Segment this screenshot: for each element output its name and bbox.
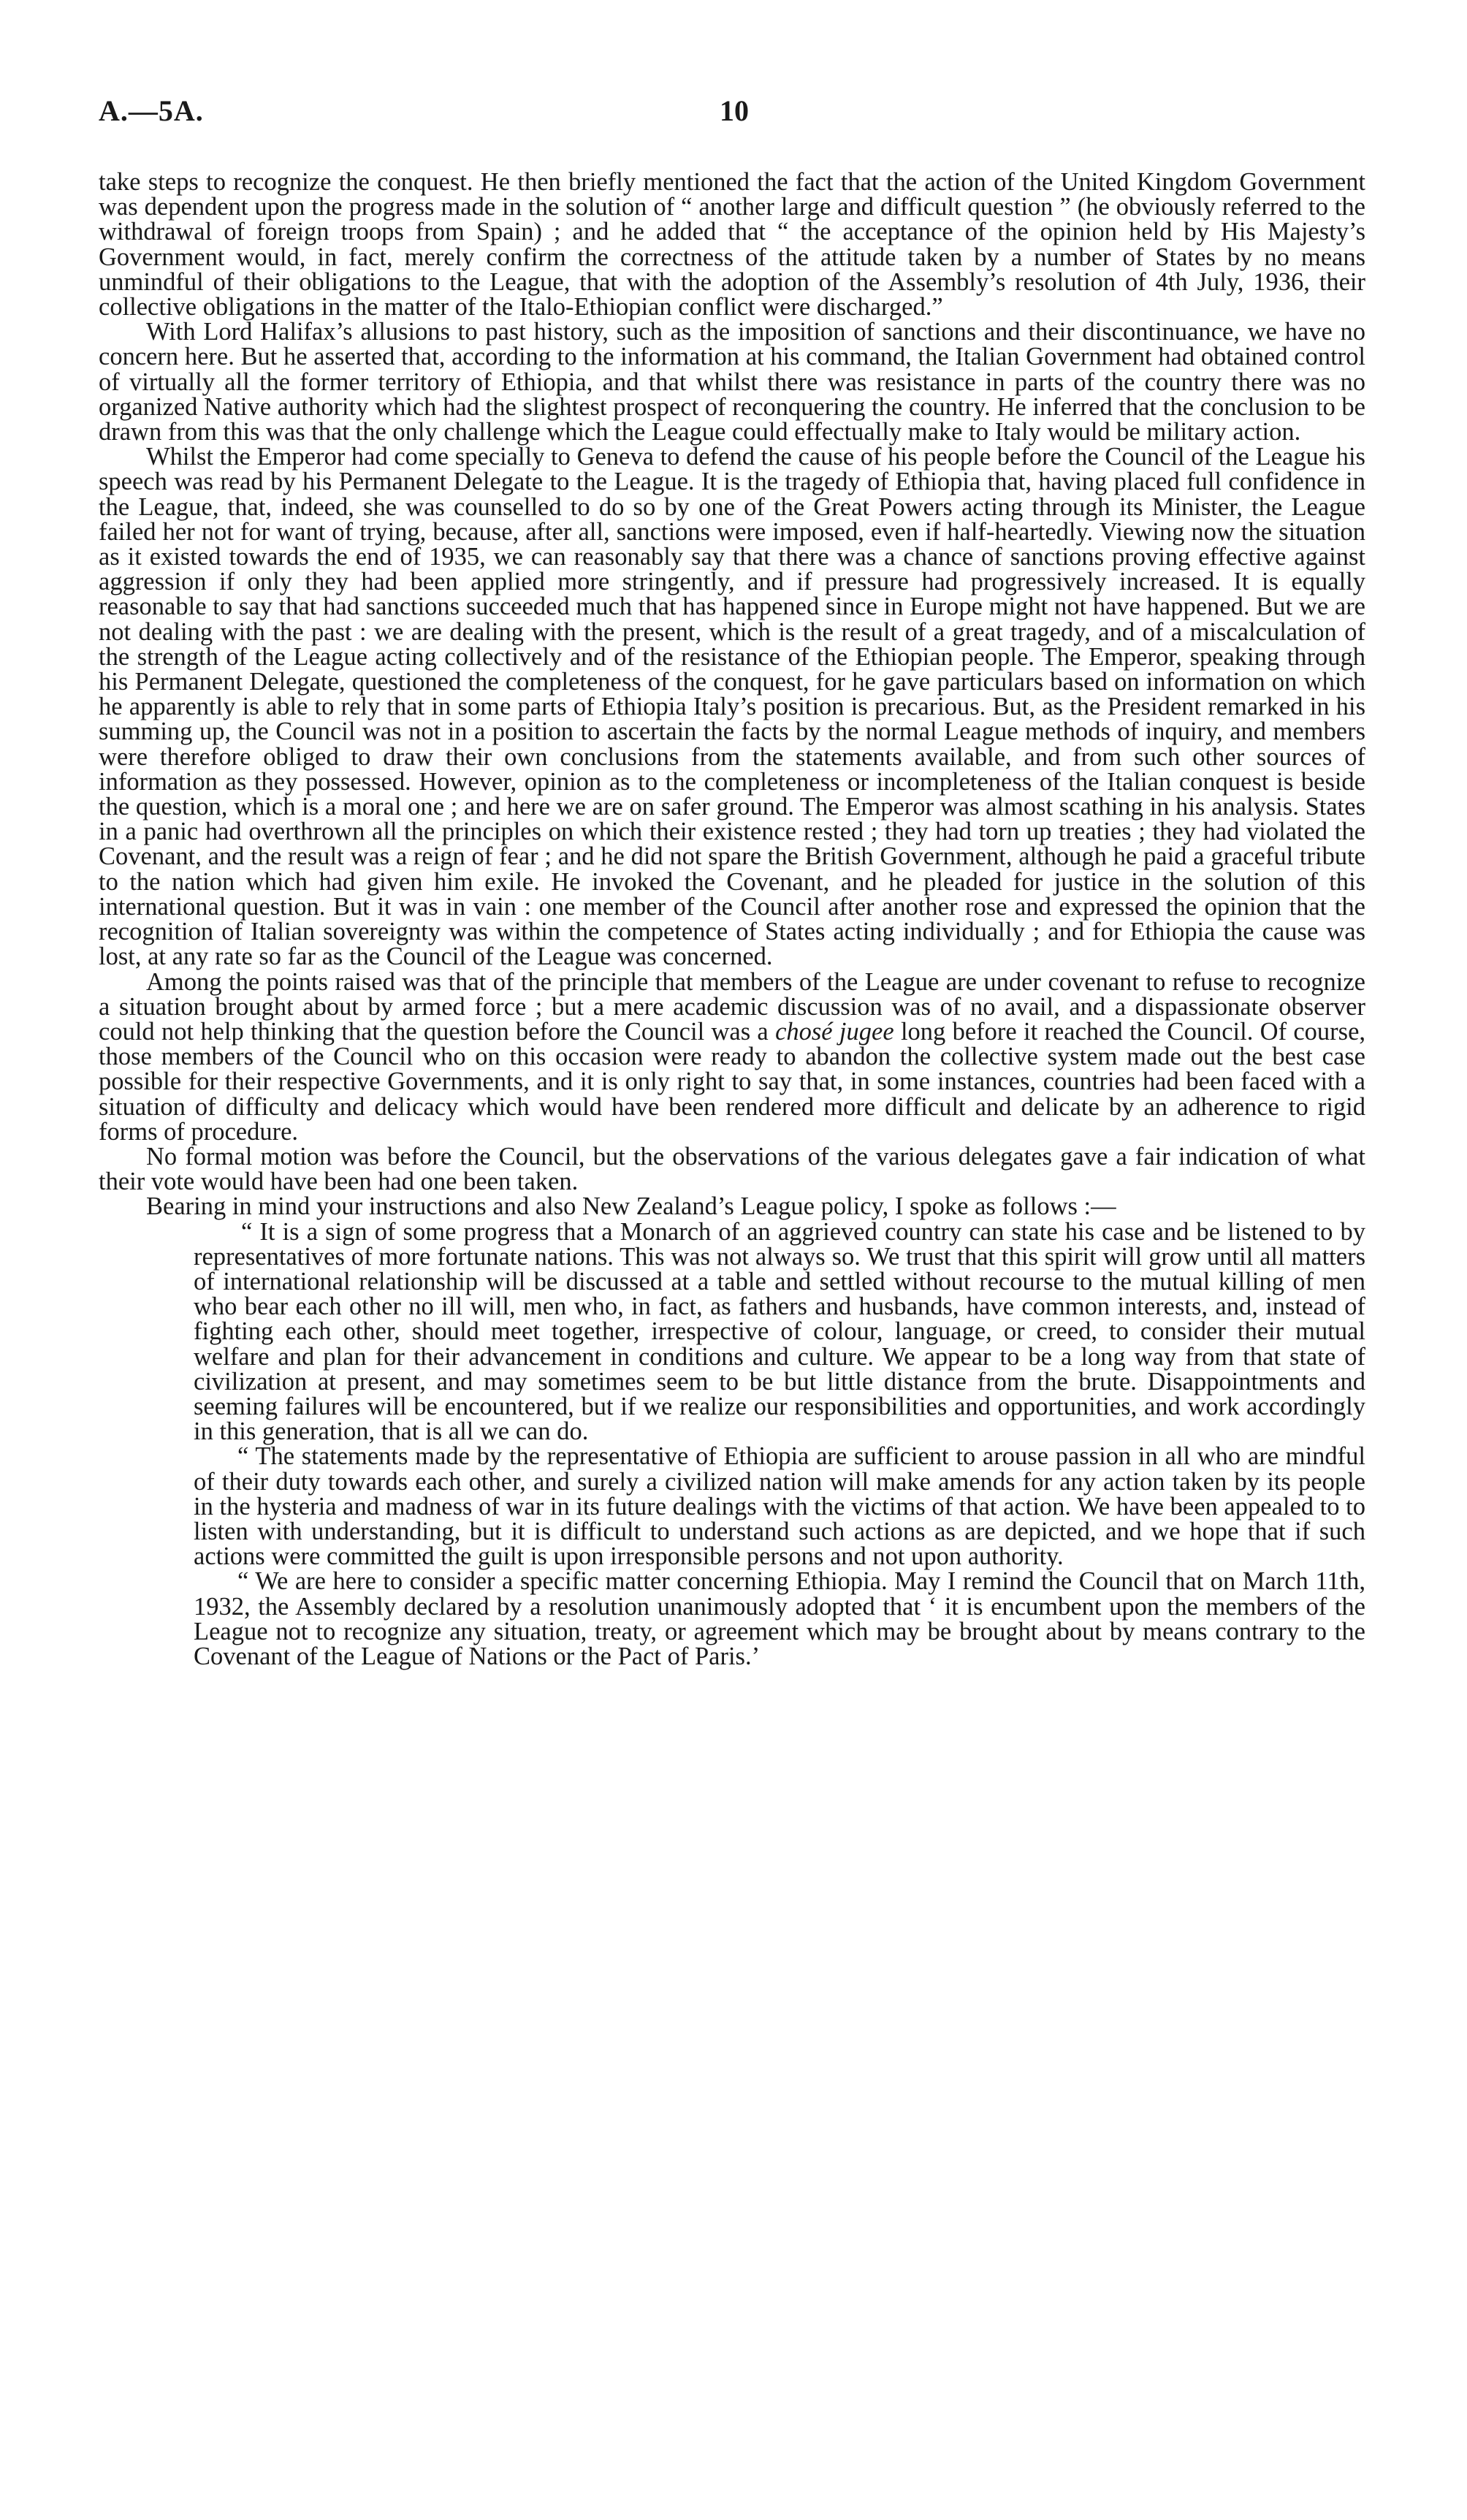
paragraph-3: Whilst the Emperor had come specially to Geneva to defend the cause of his people before the Council of the League his speech was read by his Permanent Delegate to the League. It is the tragedy of Ethiopia that, having placed full confidence in the League, that, indeed, she was counselled to do so by one of the Great Powers acting through its Minister, the League failed her not for want of trying, because, after all, sanctions were imposed, even if half-heartedly. Viewing now the situation as it existed towards the end of 1935, we can reasonably say that there was a chance of sanctions proving effective against aggression if only they had been applied more stringently, and if pressure had progressively increased. It is equally reasonable to say that had sanctions succeeded much that has happened since in Europe might not have happened. But we are not dealing with the past : we are dealing with the present, which is the result of a great tragedy, and of a miscalculation of the strength of the League acting collectively and of the resistance of the Ethiopian people. The Emperor, speaking through his Permanent Delegate, questioned the completeness of the conquest, for he gave particulars based on information on which he apparently is able to rely that in some parts of Ethiopia Italy’s position is precarious. But, as the President remarked in his summing up, the Council was not in a position to ascertain the facts by the normal League methods of inquiry, and members were therefore obliged to draw their own conclusions from the statements available, and from such other sources of information as they possessed. However, opinion as to the completeness or incompleteness of the Italian conquest is beside the question, which is a moral one ; and here we are on safer ground. The Emperor was almost scathing in his analysis. States in a panic had overthrown all the principles on which their existence rested ; they had torn up treaties ; they had violated the Covenant, and the result was a reign of fear ; and he did not spare the British Government, although he paid a graceful tribute to the nation which had given him exile. He invoked the Covenant, and he pleaded for justice in the solution of this international question. But it was in vain : one member of the Council after another rose and expressed the opinion that the recognition of Italian sovereignty was within the competence of States acting individually ; and for Ethiopia the cause was lost, at any rate so far as the Council of the League was concerned. (99, 443, 1365, 971)
body-text (99, 170, 1365, 1669)
quote-paragraph-2: “ The statements made by the representative of Ethiopia are sufficient to arouse passion in all who are mindful of their duty towards each other, and surely a civilized nation will make amends for any action taken by its people in the hysteria and madness of war in its future dealings with the victims of that action. We have been appealed to to listen with understanding, but it is difficult to understand such actions as are depicted, and we hope that if such actions were committed the guilt is upon irresponsible persons and not upon authority. (194, 1442, 1365, 1571)
quote-paragraph-1: “ It is a sign of some progress that a Monarch of an aggrieved country can state his case and be listened to by representatives of more fortunate nations. This was not always so. We trust that this spirit will grow until all matters of international relationship will be discussed at a table and settled without recourse to the mutual killing of men who bear each other no ill will, men who, in fact, as fathers and husbands, have common interests, and, instead of fighting each other, should meet together, irrespective of colour, language, or creed, to consider their mutual welfare and plan for their advancement in conditions and culture. We appear to be a long way from that state of civilization at present, and may sometimes seem to be but little distance from the brute. Disappointments and seeming failures will be encountered, but if we realize our responsibilities and opportunities, and work accordingly in this generation, that is all we can do. (194, 1217, 1365, 1446)
paragraph-4-text-b: long before it reached the Council. Of course, those members of the Council who on this occasion were ready to abandon the collective system made out the best case possible for their respective Governments, and it is only right to say that, in some instances, countries had been faced with a situation of difficulty and delicacy which would have been rendered more difficult and delicate by an adherence to rigid forms of procedure. (99, 1017, 1366, 1146)
paragraph-6: Bearing in mind your instructions and also New Zealand’s League policy, I spoke as follows :— (146, 1192, 1116, 1221)
page-header (0, 94, 1467, 137)
document-reference: A.—5A. (99, 94, 204, 127)
paragraph-4 (99, 967, 1366, 1146)
quote-paragraph-3: “ We are here to consider a specific matter concerning Ethiopia. May I remind the Council that on March 11th, 1932, the Assembly declared by a resolution unanimously adopted that ‘ it is encumbent upon the members of the League not to recognize any situation, treaty, or agreement which may be brought about by means contrary to the Covenant of the League of Nations or the Pact of Paris.’ (194, 1567, 1365, 1670)
paragraph-2: With Lord Halifax’s allusions to past history, such as the imposition of sanctions and their discontinuance, we have no concern here. But he asserted that, according to the information at his command, the Italian Government had obtained control of virtually all the former territory of Ethiopia, and that whilst there was resistance in parts of the country there was no organized Native authority which had the slightest prospect of reconquering the country. He inferred that the conclusion to be drawn from this was that the only challenge which the League could effectually make to Italy would be military action. (99, 318, 1365, 446)
paragraph-4-text-a: Among the points raised was that of the principle that members of the League are under covenant to refuse to recognize a situation brought about by armed force ; but a mere academic discussion was of no avail, and a dispassionate observer could not help thinking that the question before the Council was a (99, 967, 1365, 1046)
italic-phrase: chosé jugee (775, 1017, 894, 1046)
page-number: 10 (720, 94, 749, 127)
paragraph-5: No formal motion was before the Council, but the observations of the various delegates gave a fair indication of what their vote would have been had one been taken. (99, 1142, 1365, 1196)
paragraph-1: take steps to recognize the conquest. He then briefly mentioned the fact that the action of the United Kingdom Government was dependent upon the progress made in the solution of “ another large and difficult question ” (he obviously referred to the withdrawal of foreign troops from Spain) ; and he added that “ the acceptance of the opinion held by His Majesty’s Government would, in fact, merely confirm the correctness of the attitude taken by a number of States by no means unmindful of their obligations to the League, that with the adoption of the Assembly’s resolution of 4th July, 1936, their collective obligations in the matter of the Italo-Ethiopian conflict were discharged.” (99, 168, 1365, 321)
speech-quotation (194, 1219, 1365, 1670)
